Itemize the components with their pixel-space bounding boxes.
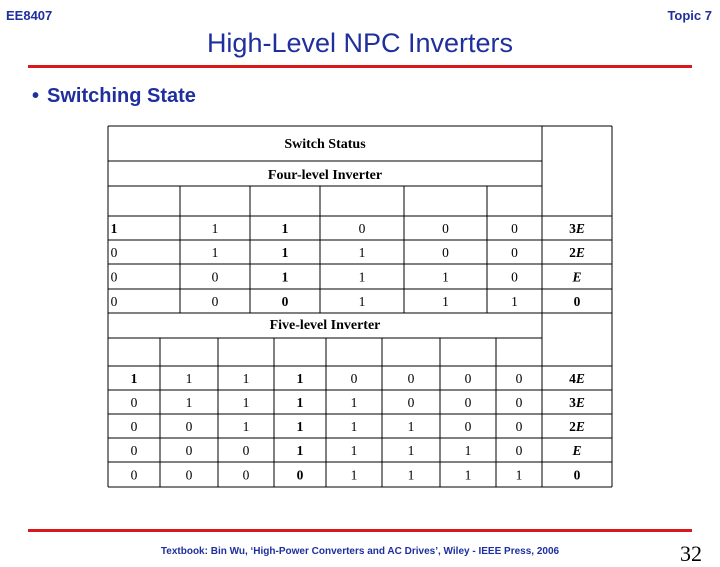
five-level-cell: 1 — [350, 467, 358, 483]
four-level-output: 2E — [569, 245, 585, 260]
four-level-cell: 0 — [110, 245, 118, 260]
four-level-cell: 0 — [281, 294, 289, 309]
five-level-cell: 1 — [407, 443, 415, 458]
five-level-cell: 1 — [242, 395, 250, 410]
four-level-cell: 1 — [511, 294, 518, 309]
five-level-cell: 0 — [130, 443, 138, 458]
five-level-cell: 0 — [464, 395, 472, 410]
five-level-cell: 0 — [130, 395, 138, 410]
four-level-cell: 0 — [511, 221, 518, 236]
four-level-output: E — [572, 269, 582, 285]
five-level-cell: 0 — [130, 467, 138, 483]
five-level-cell: 1 — [185, 395, 193, 410]
four-level-cell: 1 — [358, 294, 366, 309]
five-level-cell: 1 — [350, 395, 358, 410]
four-level-cell: 0 — [442, 245, 449, 260]
four-level-cell: 1 — [281, 221, 289, 236]
five-level-cell: 1 — [515, 467, 523, 483]
five-level-output: 2E — [569, 419, 585, 434]
bullet-text: Switching State — [47, 85, 196, 107]
five-level-cell: 1 — [242, 371, 250, 386]
topic-label: Topic 7 — [667, 8, 712, 23]
bullet-icon: • — [32, 85, 40, 107]
five-level-output: 3E — [569, 395, 585, 410]
five-level-output: E — [572, 443, 582, 458]
four-level-cell: 1 — [358, 269, 366, 285]
page-number: 32 — [680, 541, 702, 566]
five-level-cell: 0 — [515, 371, 523, 386]
five-level-cell: 1 — [185, 371, 193, 386]
four-level-cell: 1 — [442, 269, 449, 285]
four-level-cell: 1 — [281, 269, 289, 285]
five-level-cell: 1 — [296, 395, 304, 410]
five-level-cell: 1 — [407, 419, 415, 434]
four-level-cell: 0 — [110, 294, 118, 309]
table-subheader-four-level: Four-level Inverter — [267, 168, 383, 183]
five-level-cell: 0 — [515, 419, 523, 434]
five-level-cell: 1 — [350, 443, 358, 458]
four-level-cell: 1 — [211, 221, 219, 236]
five-level-cell: 0 — [350, 371, 358, 386]
five-level-cell: 0 — [407, 371, 415, 386]
five-level-cell: 0 — [296, 467, 304, 483]
four-level-cell: 1 — [442, 294, 449, 309]
five-level-output: 0 — [573, 467, 581, 483]
five-level-cell: 0 — [242, 443, 250, 458]
five-level-output: 4E — [569, 371, 585, 386]
five-level-cell: 1 — [296, 371, 304, 386]
four-level-cell: 0 — [511, 269, 518, 285]
course-code: EE8407 — [6, 8, 53, 23]
footer-citation: Textbook: Bin Wu, ‘High-Power Converters and AC Drives’, Wiley - IEEE Press, 2006 — [160, 546, 560, 557]
five-level-cell: 0 — [130, 419, 138, 434]
four-level-cell: 1 — [110, 221, 118, 236]
table-subheader-five-level: Five-level Inverter — [269, 318, 381, 333]
four-level-cell: 0 — [511, 245, 518, 260]
four-level-output: 0 — [573, 294, 581, 309]
five-level-cell: 1 — [242, 419, 250, 434]
four-level-cell: 0 — [211, 269, 219, 285]
four-level-cell: 1 — [281, 245, 289, 260]
four-level-output: 3E — [569, 221, 585, 236]
four-level-cell: 1 — [211, 245, 219, 260]
table-header-switch-status: Switch Status — [284, 137, 366, 152]
five-level-cell: 1 — [130, 371, 138, 386]
four-level-cell: 0 — [442, 221, 449, 236]
four-level-cell: 0 — [211, 294, 219, 309]
five-level-cell: 0 — [242, 467, 250, 483]
footer-divider — [28, 529, 692, 532]
five-level-cell: 0 — [185, 467, 193, 483]
five-level-cell: 1 — [464, 443, 472, 458]
four-level-cell: 0 — [110, 269, 118, 285]
five-level-cell: 1 — [296, 419, 304, 434]
five-level-cell: 0 — [464, 419, 472, 434]
slide-title: High-Level NPC Inverters — [206, 28, 514, 58]
four-level-cell: 0 — [358, 221, 366, 236]
five-level-cell: 0 — [464, 371, 472, 386]
five-level-cell: 0 — [515, 443, 523, 458]
five-level-cell: 0 — [185, 443, 193, 458]
five-level-cell: 0 — [407, 395, 415, 410]
five-level-cell: 0 — [185, 419, 193, 434]
four-level-cell: 1 — [358, 245, 366, 260]
five-level-cell: 1 — [350, 419, 358, 434]
five-level-cell: 1 — [407, 467, 415, 483]
five-level-cell: 1 — [296, 443, 304, 458]
five-level-cell: 1 — [464, 467, 472, 483]
five-level-cell: 0 — [515, 395, 523, 410]
